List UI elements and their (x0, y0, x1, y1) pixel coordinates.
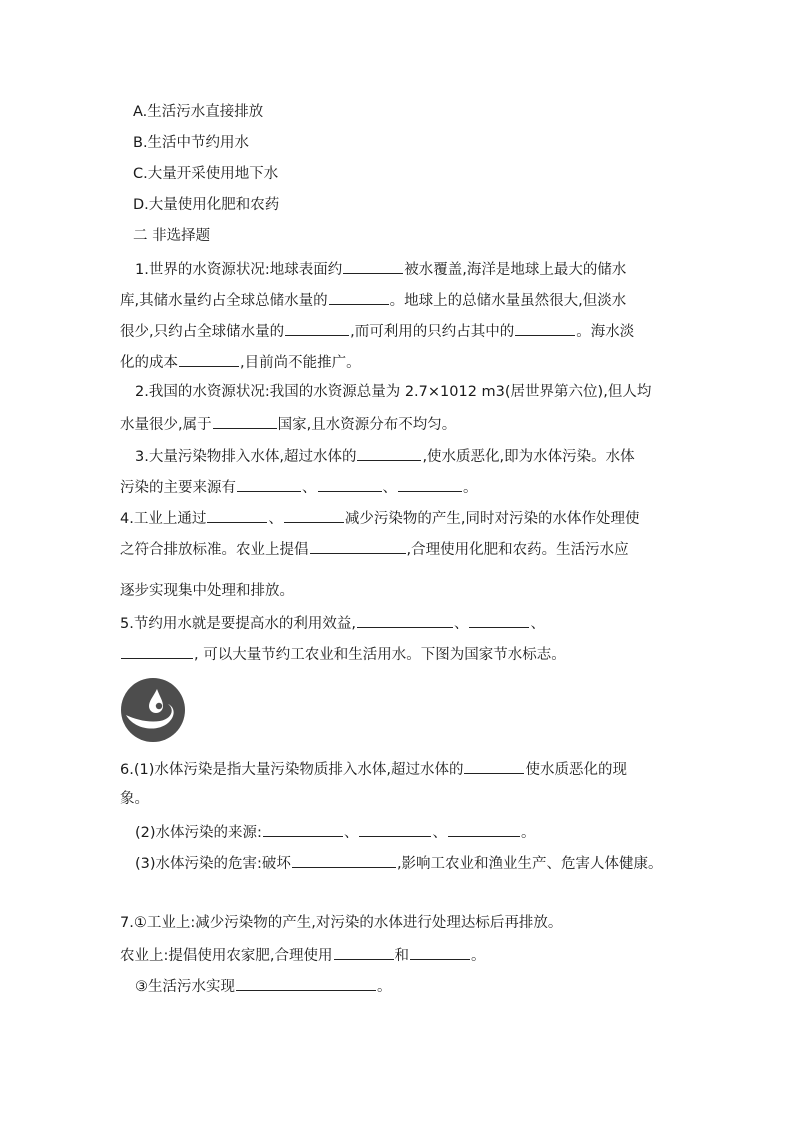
q7-line3 (135, 975, 392, 997)
separator: 、 (530, 616, 545, 632)
answer-blank[interactable] (213, 413, 277, 429)
answer-blank[interactable] (357, 612, 453, 628)
answer-blank[interactable] (310, 538, 406, 554)
q5-text: 5.节约用水就是要提高水的利用效益, (120, 616, 356, 632)
q3-text: 3.大量污染物排入水体,超过水体的 (135, 449, 357, 465)
q4-line3: 逐步实现集中处理和排放。 (120, 583, 294, 599)
answer-blank[interactable] (334, 944, 394, 960)
option-b: B.生活中节约用水 (133, 135, 250, 151)
q5-line2 (120, 643, 566, 665)
q1-text: 1.世界的水资源状况:地球表面约 (135, 262, 343, 278)
q4-line2 (120, 538, 629, 560)
q1-text: 库,其储水量约占全球总储水量的 (120, 293, 328, 309)
answer-blank[interactable] (121, 643, 193, 659)
q1-line2 (120, 289, 626, 311)
q1-text: 很少,只约占全球储水量的 (120, 324, 285, 340)
q6-line1 (120, 758, 627, 780)
q6-text: (3)水体污染的危害:破坏 (135, 856, 291, 872)
answer-blank[interactable] (292, 852, 396, 868)
q1-text: ,而可利用的只约占其中的 (350, 324, 515, 340)
answer-blank[interactable] (207, 507, 267, 523)
q1-text: 。海水淡 (576, 324, 635, 340)
q6-text: ,影响工农业和渔业生产、危害人体健康。 (396, 856, 663, 872)
q1-text: 被水覆盖,海洋是地球上最大的储水 (404, 262, 627, 278)
answer-blank[interactable] (285, 320, 349, 336)
q5-line1 (120, 612, 545, 634)
separator: 、 (343, 825, 359, 841)
q2-text: 国家,且水资源分布不均匀。 (277, 417, 457, 433)
separator: 、 (382, 480, 397, 496)
period: 。 (471, 948, 486, 964)
option-d: D.大量使用化肥和农药 (133, 197, 280, 213)
answer-blank[interactable] (448, 821, 520, 837)
q3-text: ,使水质恶化,即为水体污染。水体 (422, 449, 635, 465)
answer-blank[interactable] (179, 351, 239, 367)
q7-text: ③生活污水实现 (135, 979, 235, 995)
answer-blank[interactable] (410, 944, 470, 960)
answer-blank[interactable] (398, 476, 462, 492)
answer-blank[interactable] (236, 975, 376, 991)
option-a: A.生活污水直接排放 (133, 104, 264, 120)
q4-text: 之符合排放标准。农业上提倡 (120, 542, 309, 558)
q6-text: 使水质恶化的现 (525, 762, 627, 778)
answer-blank[interactable] (263, 821, 343, 837)
q5-text: , 可以大量节约工农业和生活用水。下图为国家节水标志。 (194, 647, 566, 663)
separator: 、 (268, 511, 283, 527)
q2-text: 水量很少,属于 (120, 417, 212, 433)
q6-line4 (135, 852, 663, 874)
answer-blank[interactable] (343, 258, 403, 274)
option-c: C.大量开采使用地下水 (133, 166, 279, 182)
period: 。 (463, 480, 478, 496)
q1-line3 (120, 320, 634, 342)
period: 。 (520, 825, 536, 841)
q6-text: (2)水体污染的来源: (135, 825, 262, 841)
answer-blank[interactable] (237, 476, 301, 492)
answer-blank[interactable] (359, 821, 431, 837)
q7-text: 和 (394, 948, 409, 964)
q7-line2 (120, 944, 486, 966)
q2-line2 (120, 413, 456, 435)
q1-line1 (135, 258, 626, 280)
q4-text: 4.工业上通过 (120, 511, 207, 527)
q6-line3 (135, 821, 535, 843)
q7-text: 农业上:提倡使用农家肥,合理使用 (120, 948, 333, 964)
q6-text: 6.(1)水体污染是指大量污染物质排入水体,超过水体的 (120, 762, 464, 778)
answer-blank[interactable] (515, 320, 575, 336)
separator: 、 (302, 480, 317, 496)
q1-text: 。地球上的总储水量虽然很大,但淡水 (389, 293, 627, 309)
answer-blank[interactable] (329, 289, 389, 305)
q1-text: 化的成本 (120, 355, 178, 371)
separator: 、 (432, 825, 447, 841)
q4-text: ,合理使用化肥和农药。生活污水应 (406, 542, 629, 558)
section-title: 二 非选择题 (133, 228, 211, 244)
q7-line1: 7.①工业上:减少污染物的产生,对污染的水体进行处理达标后再排放。 (120, 915, 563, 931)
q4-text: 减少污染物的产生,同时对污染的水体作处理使 (344, 511, 640, 527)
answer-blank[interactable] (284, 507, 344, 523)
answer-blank[interactable] (469, 612, 529, 628)
q6-line2: 象。 (120, 791, 149, 807)
separator: 、 (453, 616, 469, 632)
q3-text: 污染的主要来源有 (120, 480, 236, 496)
period: 。 (377, 979, 392, 995)
q1-line4 (120, 351, 361, 373)
q1-text: ,目前尚不能推广。 (240, 355, 361, 371)
q3-line1 (135, 445, 635, 467)
q3-line2 (120, 476, 478, 498)
q2-line1: 2.我国的水资源状况:我国的水资源总量为 2.7×1012 m3(居世界第六位),但人均 (135, 384, 652, 400)
answer-blank[interactable] (357, 445, 421, 461)
water-saving-logo-icon (120, 677, 186, 743)
q4-line1 (120, 507, 639, 529)
answer-blank[interactable] (464, 758, 524, 774)
answer-blank[interactable] (318, 476, 382, 492)
